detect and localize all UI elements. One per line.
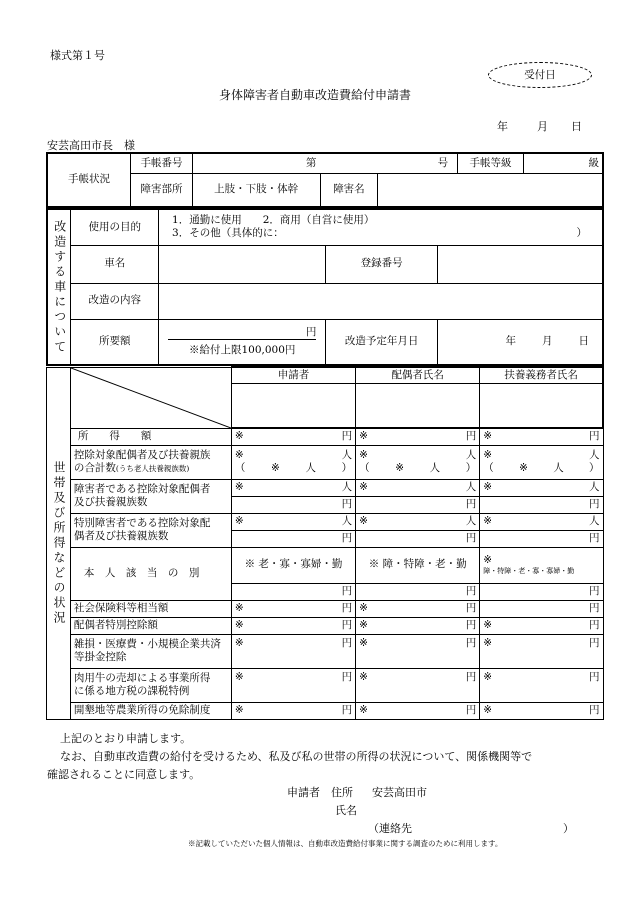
techo-number-label: 手帳番号 (131, 153, 193, 173)
header-diagonal-cell (70, 367, 231, 428)
disabled-supporter-person[interactable]: ※ 人 (480, 479, 603, 496)
special-spouse-yen[interactable]: 円 (356, 530, 480, 547)
privacy-note: ※記載していただいた個人情報は、自動車改造費給付事業に関する調査のために利用します。 (188, 839, 503, 848)
techo-status-label: 手帳状況 (47, 153, 131, 207)
techo-grade-field[interactable]: 級 (523, 153, 603, 173)
disability-part-label: 障害部所 (131, 173, 193, 207)
contact-label: （連絡先 (368, 822, 412, 835)
footer-line3: 確認されることに同意します。 (47, 768, 201, 781)
social-insurance-supporter[interactable]: 円 (480, 600, 603, 617)
spouse-name-field[interactable] (356, 383, 480, 428)
disability-name-field[interactable] (378, 173, 603, 207)
income-applicant[interactable]: ※ 円 (231, 428, 355, 445)
social-insurance-spouse[interactable]: ※ 円 (356, 600, 480, 617)
reception-date-stamp: 受付日 (488, 62, 592, 88)
reg-number-field[interactable] (437, 245, 603, 283)
spouse-special-supporter[interactable]: ※ 円 (480, 617, 603, 634)
disabled-spouse-yen[interactable]: 円 (356, 496, 480, 513)
col-supporter: 扶養義務者氏名 (480, 367, 603, 383)
reclaim-applicant[interactable]: ※ 円 (231, 702, 355, 719)
car-name-label: 車名 (71, 245, 159, 283)
date-year-label: 年 (497, 120, 508, 133)
spouse-special-label: 配偶者特別控除額 (70, 617, 231, 634)
reclaim-supporter[interactable]: ※ 円 (480, 702, 603, 719)
techo-grade-label: 手帳等級 (458, 153, 524, 173)
purpose-field[interactable]: 1．通勤に使用 2．商用（自営に使用） 3．その他（具体的に： ） (159, 209, 603, 245)
reclaim-spouse[interactable]: ※ 円 (356, 702, 480, 719)
applicant-city: 安芸高田市 (372, 786, 427, 799)
beef-tax-label: 肉用牛の売却による事業所得 に係る地方税の課税特例 (70, 668, 231, 702)
date-month-label: 月 (537, 120, 548, 133)
footer-line1: 上記のとおり申請します。 (60, 732, 192, 745)
applicant-address-label: 申請者 住所 (287, 786, 353, 799)
special-supporter-yen[interactable]: 円 (480, 530, 603, 547)
applicable-applicant-yen[interactable]: 円 (231, 583, 355, 600)
disabled-spouse-person[interactable]: ※ 人 (356, 479, 480, 496)
schedule-label: 改造予定年月日 (326, 319, 437, 365)
special-supporter-person[interactable]: ※ 人 (480, 513, 603, 530)
page-title: 身体障害者自動車改造費給付申請書 (218, 88, 411, 102)
misc-deduction-label: 雑損・医療費・小規模企業共済 等掛金控除 (70, 634, 231, 668)
income-label: 所 得 額 (70, 428, 231, 445)
applicable-label: 本 人 該 当 の 別 (70, 547, 231, 600)
beef-applicant[interactable]: ※ 円 (231, 668, 355, 702)
disabled-applicant-person[interactable]: ※ 人 (231, 479, 355, 496)
supporter-name-field[interactable] (480, 383, 603, 428)
special-spouse-person[interactable]: ※ 人 (356, 513, 480, 530)
social-insurance-applicant[interactable]: ※ 円 (231, 600, 355, 617)
car-table (46, 208, 604, 366)
dependents-spouse[interactable]: ※ 人 （ ※ 人 ） (356, 445, 480, 479)
col-spouse: 配偶者氏名 (356, 367, 480, 383)
diagonal-line (71, 368, 231, 428)
misc-spouse[interactable]: ※ 円 (356, 634, 480, 668)
car-name-field[interactable] (159, 245, 326, 283)
form-number: 様式第１号 (50, 49, 105, 62)
spouse-special-spouse[interactable]: ※ 円 (356, 617, 480, 634)
applicable-spouse-yen[interactable]: 円 (356, 583, 480, 600)
disabled-dependents-label: 障害者である控除対象配偶者 及び扶養親族数 (70, 479, 231, 513)
disability-part-value[interactable]: 上肢・下肢・体幹 (192, 173, 320, 207)
applicable-spouse[interactable]: ※ 障・特障・老・勤 (356, 547, 480, 583)
applicant-name-field[interactable] (231, 383, 355, 428)
beef-supporter[interactable]: ※ 円 (480, 668, 603, 702)
addressee: 安芸高田市長 様 (47, 139, 135, 152)
disability-name-label: 障害名 (320, 173, 378, 207)
income-table (46, 366, 604, 720)
beef-spouse[interactable]: ※ 円 (356, 668, 480, 702)
modification-label: 改造の内容 (71, 283, 159, 319)
applicant-name-label: 氏名 (335, 804, 357, 817)
special-applicant-person[interactable]: ※ 人 (231, 513, 355, 530)
reg-number-label: 登録番号 (326, 245, 437, 283)
modification-field[interactable] (159, 283, 603, 319)
reclaim-label: 開墾地等農業所得の免除制度 (70, 702, 231, 719)
purpose-label: 使用の目的 (71, 209, 159, 245)
cost-label: 所要額 (71, 319, 159, 365)
cost-field[interactable]: 円 ※給付上限100,000円 (159, 319, 326, 365)
applicable-supporter-yen[interactable]: 円 (480, 583, 603, 600)
dependents-supporter[interactable]: ※ 人 （ ※ 人 ） (480, 445, 603, 479)
footer-line2: なお、自動車改造費の給付を受けるため、私及び私の世帯の所得の状況について、関係機関等で (60, 750, 533, 763)
techo-table (46, 152, 604, 208)
col-applicant: 申請者 (231, 367, 355, 383)
income-supporter[interactable]: ※ 円 (480, 428, 603, 445)
contact-close: ） (563, 822, 574, 835)
special-applicant-yen[interactable]: 円 (231, 530, 355, 547)
disabled-applicant-yen[interactable]: 円 (231, 496, 355, 513)
dependents-applicant[interactable]: ※ 人 （ ※ 人 ） (231, 445, 355, 479)
spouse-special-applicant[interactable]: ※ 円 (231, 617, 355, 634)
applicable-supporter[interactable]: ※ 障・特障・老・寡・寡婦・勤 (480, 547, 603, 583)
misc-applicant[interactable]: ※ 円 (231, 634, 355, 668)
disabled-supporter-yen[interactable]: 円 (480, 496, 603, 513)
income-section-label: 世帯及び所得などの状況 (47, 367, 71, 719)
applicable-applicant[interactable]: ※ 老・寡・寡婦・勤 (231, 547, 355, 583)
social-insurance-label: 社会保険料等相当額 (70, 600, 231, 617)
dependents-label: 控除対象配偶者及び扶養親族 の合計数(うち老人扶養親族数) (70, 445, 231, 479)
date-day-label: 日 (571, 120, 582, 133)
income-spouse[interactable]: ※ 円 (356, 428, 480, 445)
misc-supporter[interactable]: ※ 円 (480, 634, 603, 668)
car-section-label: 改造する車について (47, 209, 71, 365)
schedule-field[interactable]: 年 月 日 (437, 319, 603, 365)
special-disabled-label: 特別障害者である控除対象配 偶者及び扶養親族数 (70, 513, 231, 547)
techo-number-field[interactable]: 第 号 (192, 153, 457, 173)
